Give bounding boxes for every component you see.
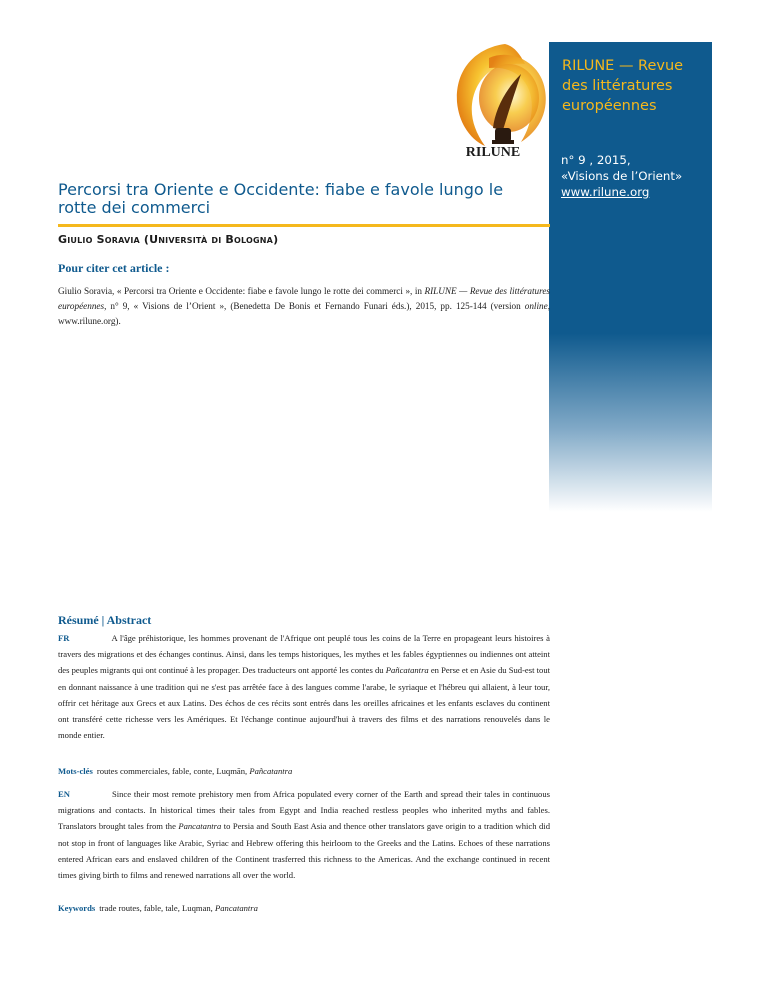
citation-heading: Pour citer cet article : — [58, 261, 170, 275]
en-text-2: to Persia and South East Asia and thence other translators gave origin to a tradition which did not stop in front of languages like Arabic, Syriac and Hebrew offering this heirloom to the Greeks and the Latins. Echoes of these narrations entered African ears and enslaved children of the Continent trasferred this richness to the Americas. And the exchange continued in recent times giving birth to films and renewed narrations all over the world. — [58, 821, 550, 881]
keywords-work: Pancatantra — [214, 903, 258, 913]
issue-number: n° 9 , 2015, — [561, 153, 631, 167]
citation-website: , www.rilune.org). — [58, 301, 550, 326]
abstract-en — [58, 786, 550, 883]
article-title: Percorsi tra Oriente e Occidente: fiabe e favole lungo le rotte dei commerci — [58, 180, 504, 217]
motscles-text: routes commerciales, fable, conte, Luqmān, — [96, 766, 250, 776]
citation-article-title: « Percorsi tra Oriente e Occidente: fiabe e favole lungo le rotte dei commerci », in — [116, 286, 425, 296]
website-link[interactable]: www.rilune.org — [561, 185, 650, 199]
title-divider — [58, 224, 550, 227]
fr-text-1: A l'âge préhistorique, les hommes provenant de l'Afrique ont peuplé tous les coins de la Terre en propageant leurs histoires à travers des migrations et des échanges continus. Ainsi, dans les temps historiques, les mythes et les fables égyptiennes ou indiennes ont atteint des peuples migrants qui ont continué à les propager. Des traducteurs ont apporté les contes du — [58, 633, 550, 676]
citation-online: online — [524, 301, 548, 311]
abstract-fr — [58, 630, 550, 743]
issue-theme: «Visions de l’Orient» — [561, 169, 683, 183]
citation-issue: , n° 9, « Visions de l’Orient », (Benedetta De Bonis et Fernando Funari éds.), 2015, pp. 125-144 (version — [104, 301, 525, 311]
abstract-heading: Résumé | Abstract — [58, 613, 152, 627]
logo-text: RILUNE — [465, 145, 521, 160]
en-text-1: Since their most remote prehistory men from Africa populated every corner of the Earth and spread their tales in continuous migrations and contacts. In historical times their tales from Egypt and India reached restless peoples who inherited myths and fables. Translators brought tales from the — [58, 789, 550, 832]
issue-info — [561, 152, 711, 200]
motscles-label: Mots-clés — [58, 766, 93, 776]
fr-label: FR — [58, 633, 70, 643]
author-line: Giulio Soravia (Università di Bologna) — [58, 233, 279, 246]
motscles-work: Pañcatantra — [249, 766, 293, 776]
citation-journal: RILUNE — Revue des littératures européennes — [58, 286, 550, 311]
rilune-logo — [445, 40, 553, 160]
journal-sidebar — [549, 42, 712, 512]
fr-work: Pañcatantra — [385, 665, 429, 676]
fr-text-2: en Perse et en Asie du Sud-est tout en donnant naissance à une tradition qui ne s'est pas arrêtée face à des langues comme l'arabe, le syriaque et l'hébreu qui allaient, à leur tour, offrir cet héritage aux Grecs et aux Latins. Des échos de ces récits sont entrés dans les oreilles africaines et les enfants esclaves du continent ont transféré cette richesse vers les Amériques. Et l'échange continue aujourd'hui à travers des films et des narrations renouvelés dans le monde entier. — [58, 665, 551, 741]
en-work: Pancatantra — [178, 821, 222, 832]
citation-author: Giulio Soravia, — [58, 286, 117, 296]
keywords-text: trade routes, fable, tale, Luqman, — [99, 903, 215, 913]
keywords-label: Keywords — [58, 903, 96, 913]
mots-cles — [58, 764, 550, 778]
citation-text — [58, 284, 550, 329]
keywords — [58, 901, 550, 915]
en-label: EN — [58, 789, 70, 799]
journal-title: RILUNE — Revue des littératures européennes — [562, 58, 684, 114]
